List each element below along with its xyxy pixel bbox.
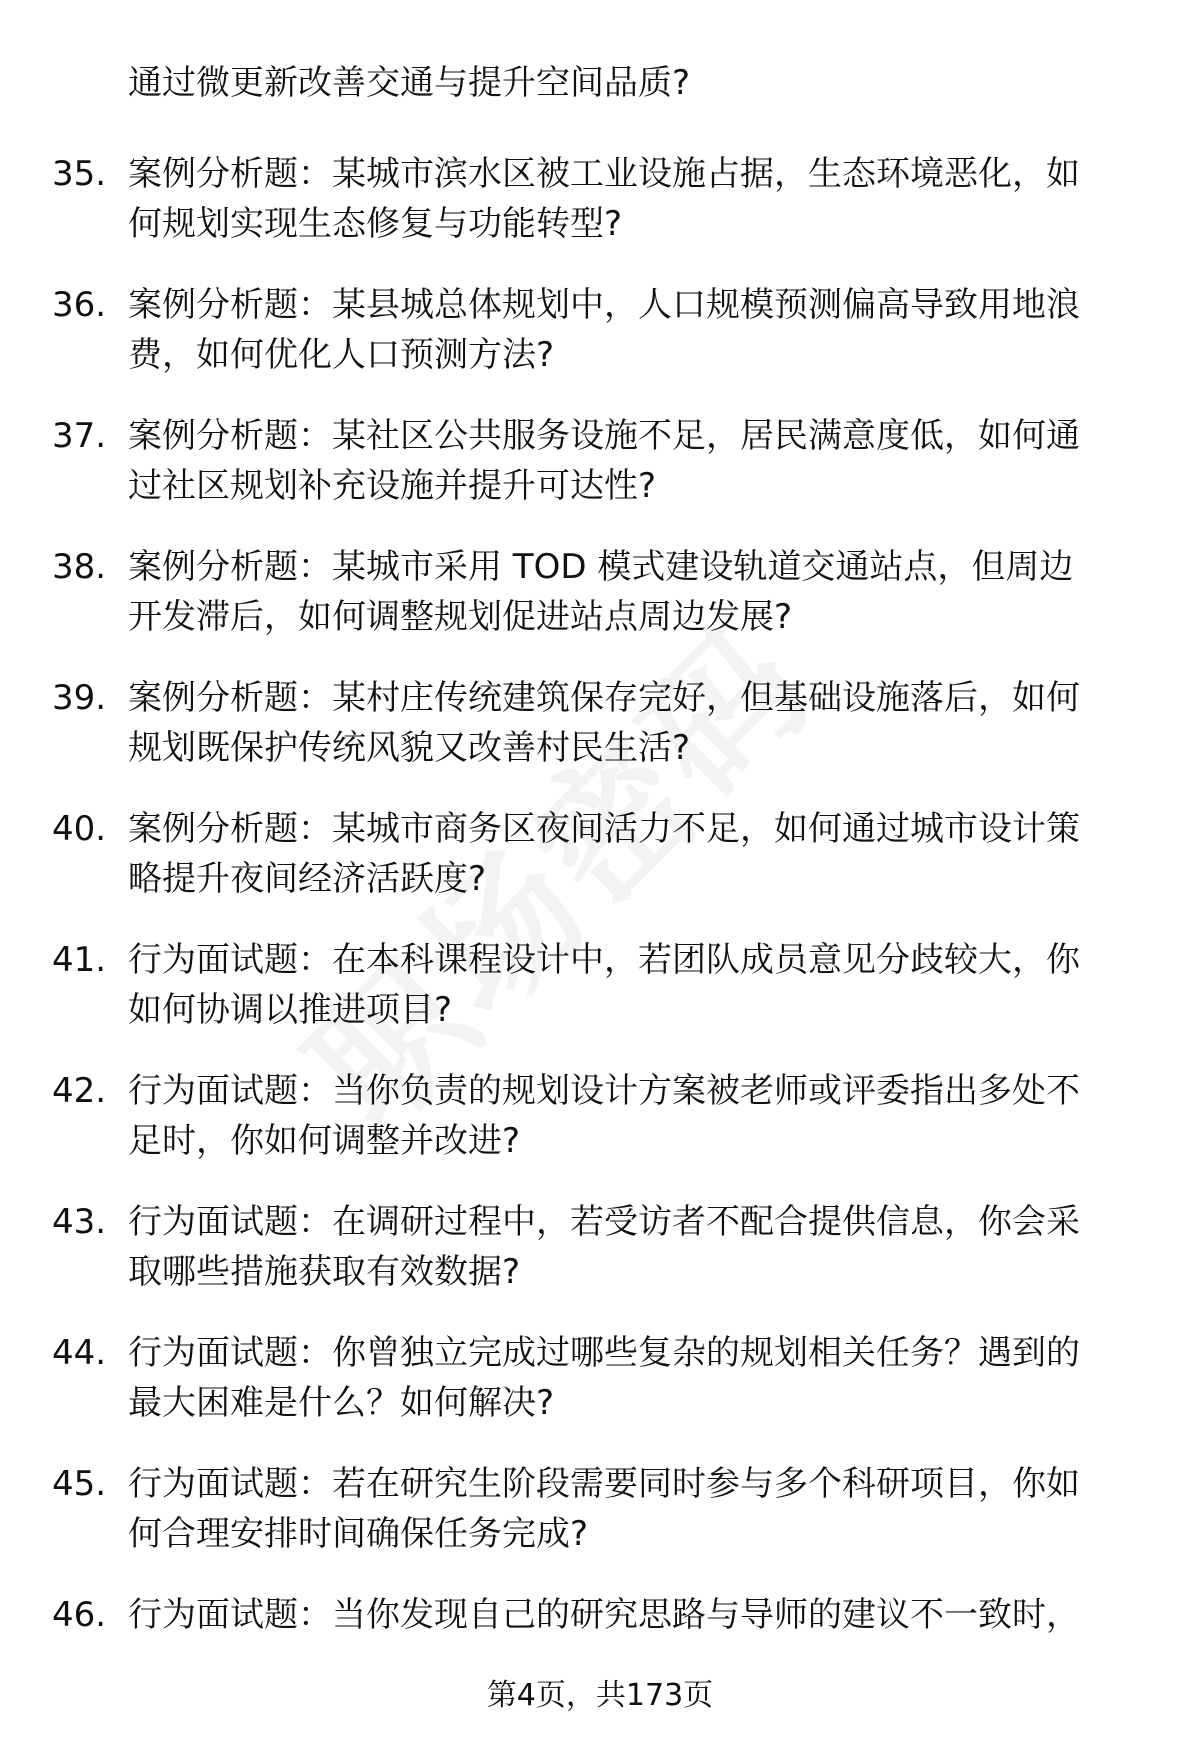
- item-text-line1: 案例分析题：某村庄传统建筑保存完好，但基础设施落后，如何: [128, 678, 1080, 718]
- item-number: 37.: [52, 416, 107, 456]
- item-text-line1: 行为面试题：若在研究生阶段需要同时参与多个科研项目，你如: [128, 1464, 1080, 1504]
- item-text-line1: 行为面试题：在调研过程中，若受访者不配合提供信息，你会采: [128, 1202, 1080, 1242]
- item-text-line2: 费，如何优化人口预测方法?: [128, 335, 555, 375]
- item-text-line1: 案例分析题：某县城总体规划中，人口规模预测偏高导致用地浪: [128, 285, 1080, 325]
- item-number: 35.: [52, 154, 107, 194]
- list-item: [0, 1066, 1200, 1197]
- item-text-line1: 行为面试题：在本科课程设计中，若团队成员意见分歧较大，你: [128, 940, 1080, 980]
- item-number: 42.: [52, 1071, 107, 1111]
- item-text-line1: 案例分析题：某城市商务区夜间活力不足，如何通过城市设计策: [128, 809, 1080, 849]
- list-item: [0, 1197, 1200, 1328]
- item-text-line2: 开发滞后，如何调整规划促进站点周边发展?: [128, 597, 793, 637]
- item-number: 45.: [52, 1464, 107, 1504]
- item-number: 40.: [52, 809, 107, 849]
- list-item: [0, 149, 1200, 280]
- item-text-line2: 规划既保护传统风貌又改善村民生活?: [128, 728, 691, 768]
- list-item: [0, 804, 1200, 935]
- item-number: 41.: [52, 940, 107, 980]
- list-item: [0, 673, 1200, 804]
- item-text-line2: 过社区规划补充设施并提升可达性?: [128, 466, 657, 506]
- list-item: [0, 1328, 1200, 1459]
- item-text-line2: 取哪些措施获取有效数据?: [128, 1252, 521, 1292]
- item-number: 38.: [52, 547, 107, 587]
- item-text-line1: 案例分析题：某城市采用 TOD 模式建设轨道交通站点，但周边: [128, 547, 1074, 587]
- item-number: 44.: [52, 1333, 107, 1373]
- list-item: [0, 1459, 1200, 1590]
- item-text-line2: 何规划实现生态修复与功能转型?: [128, 204, 623, 244]
- item-text-line2: 何合理安排时间确保任务完成?: [128, 1514, 589, 1554]
- list-item: [0, 542, 1200, 673]
- item-text-line2: 如何协调以推进项目?: [128, 990, 453, 1030]
- question-list: [0, 149, 1200, 1721]
- item-text-line1: 案例分析题：某城市滨水区被工业设施占据，生态环境恶化，如: [128, 154, 1080, 194]
- item-text-line1: 行为面试题：当你发现自己的研究思路与导师的建议不一致时，: [128, 1595, 1080, 1635]
- list-item: [0, 935, 1200, 1066]
- item-number: 39.: [52, 678, 107, 718]
- item-text-line1: 行为面试题：你曾独立完成过哪些复杂的规划相关任务？遇到的: [128, 1333, 1080, 1373]
- item-text-line2: 略提升夜间经济活跃度?: [128, 859, 487, 899]
- list-item: [0, 280, 1200, 411]
- item-number: 43.: [52, 1202, 107, 1242]
- item-text-line1: 案例分析题：某社区公共服务设施不足，居民满意度低，如何通: [128, 416, 1080, 456]
- list-item: [0, 411, 1200, 542]
- item-text-line2: 最大困难是什么？如何解决?: [128, 1383, 555, 1423]
- item-number: 36.: [52, 285, 107, 325]
- page-footer: 第4页，共173页: [486, 1678, 714, 1713]
- item-text-line1: 行为面试题：当你负责的规划设计方案被老师或评委指出多处不: [128, 1071, 1080, 1111]
- item-number: 46.: [52, 1595, 107, 1635]
- continuation-line: 通过微更新改善交通与提升空间品质?: [128, 63, 691, 103]
- item-text-line2: 足时，你如何调整并改进?: [128, 1121, 521, 1161]
